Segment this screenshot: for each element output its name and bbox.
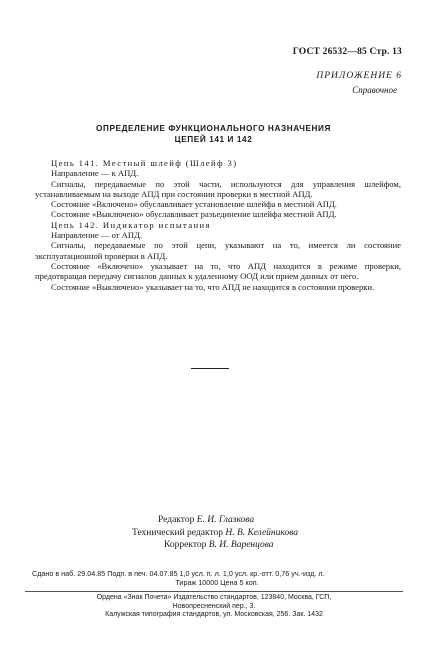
imprint-line1: Сдано в наб. 29.04.85 Подп. в печ. 04.07.85 1,0 усл. п. л. 1,0 усл. кр.-отт. 0,76 уч.-изд. л.	[32, 569, 325, 578]
appendix-label: ПРИЛОЖЕНИЕ 6	[316, 71, 402, 81]
publisher-footer	[25, 594, 403, 620]
paragraph-off-state-142: Состояние «Выключено» указывает на то, что АПД не находится в состоянии проверки.	[51, 281, 375, 292]
paragraph-signals-142: Сигналы, передаваемые по этой цепи, указывают на то, имеется ли состояние эксплуатационной проверки в АПД.	[35, 240, 401, 261]
imprint-block	[32, 569, 402, 587]
tech-editor-role: Технический редактор	[132, 527, 223, 538]
imprint-line2: Тираж 10000 Цена 5 коп.	[175, 578, 259, 587]
appendix-type: Справочное	[352, 85, 397, 95]
section-title-line1: ОПРЕДЕЛЕНИЕ ФУНКЦИОНАЛЬНОГО НАЗНАЧЕНИЯ	[96, 124, 331, 133]
paragraph-signals-141: Сигналы, передаваемые по этой части, используются для управления шлейфом, устанавливаемым на выходе АПД при состоянии проверки в местной АПД.	[35, 178, 401, 199]
corrector-name: В. И. Варенцова	[208, 540, 274, 550]
section-divider	[191, 368, 229, 369]
paragraph-on-state-142: Состояние «Включено» указывает на то, что АПД находится в режиме проверки, предотвращая передачу сигналов данных к удаленному ООД или прием данных от него.	[35, 260, 401, 282]
tech-editor-name: Н. В. Келейникова	[225, 527, 299, 538]
editor-name: Е. И. Глазкова	[196, 515, 255, 525]
paragraph-off-state-141: Состояние «Выключено» обуславливает разъединение шлейфа местной АПД.	[51, 209, 337, 220]
paragraph-direction-141: Направление — к АПД.	[51, 168, 139, 179]
circuit-141-heading: Цепь 141. Местный шлейф (Шлейф 3)	[51, 158, 238, 168]
section-title-line2: ЦЕПЕЙ 141 И 142	[174, 135, 253, 144]
paragraph-on-state-141: Состояние «Включено» обуславливает установление шлейфа в местной АПД.	[51, 199, 337, 210]
corrector-line	[164, 539, 298, 552]
body-text	[35, 158, 401, 292]
imprint-rule	[25, 591, 403, 592]
tech-editor-line	[132, 527, 298, 540]
footer-line1: Ордена «Знак Почета» Издательство стандартов, 123840, Москва, ГСП,	[96, 594, 332, 601]
circuit-142-heading: Цепь 142. Индикатор испытания	[51, 219, 211, 230]
footer-line2: Новопресненский пер., 3.	[172, 602, 256, 610]
paragraph-direction-142: Направление — от АПД.	[51, 230, 143, 241]
editors-block	[132, 514, 299, 552]
page-header: ГОСТ 26532—85 Стр. 13	[292, 47, 402, 57]
editor-line	[158, 514, 298, 527]
footer-line3: Калужская типография стандартов, ул. Московская, 256. Зак. 1432	[105, 611, 323, 619]
corrector-role: Корректор	[164, 540, 207, 550]
editor-role: Редактор	[158, 515, 195, 525]
